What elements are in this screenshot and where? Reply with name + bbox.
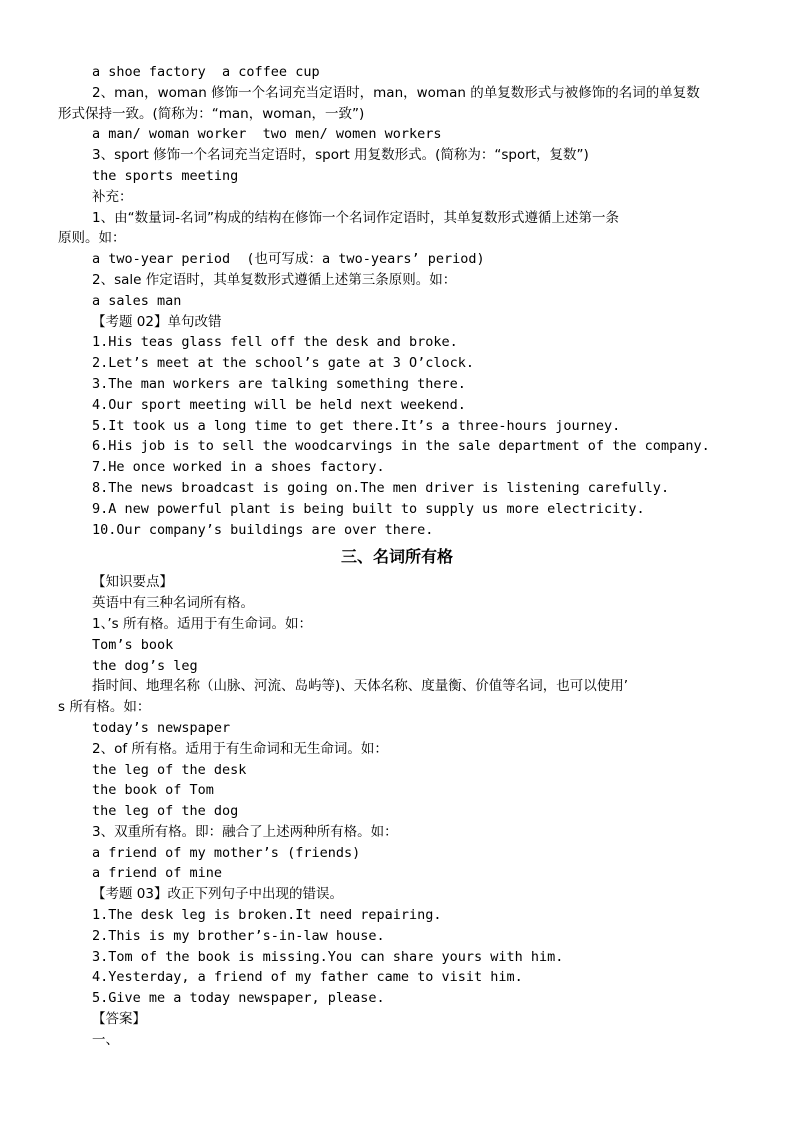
answer-label: 【答案】 [92,1011,146,1028]
exam-03-list [0,905,794,1009]
supplement-rule-2: 2、sale 作定语时，其单复数形式遵循上述第三条原则。如： [92,271,457,288]
exam-item: 7.He once worked in a shoes factory. [92,459,385,476]
rule-line: 1、’s 所有格。适用于有生命词。如： [92,615,312,632]
example-line: the dog’s leg [92,657,198,674]
text-line: a shoe factory a coffee cup [92,64,320,80]
exam-02-list [0,332,794,540]
exam-item: 4.Our sport meeting will be held next weekend. [92,396,466,413]
exam-item: 2.Let’s meet at the school’s gate at 3 O’clock. [92,355,475,372]
document-page [0,62,794,1051]
text-line: 英语中有三种名词所有格。 [92,595,254,612]
supplement-label: 补充： [92,188,133,205]
exam-item: 2.This is my brother’s-in-law house. [92,927,385,944]
example-line: the leg of the desk [92,761,247,778]
example-line: a friend of mine [92,865,223,882]
exam-item: 8.The news broadcast is going on.The men driver is listening carefully. [92,479,670,496]
exam-item: 9.A new powerful plant is being built to supply us more electricity. [92,500,645,517]
answer-section-1: 一、 [92,1031,119,1048]
example-line: a friend of my mother’s (friends) [92,844,361,861]
example-line: a man/ woman worker two men/ women workers [92,126,442,143]
example-line: today’s newspaper [92,719,231,736]
rule-2-line: 2、man，woman 修饰一个名词充当定语时，man，woman 的单复数形式与被修饰的名词的单复数 [92,84,700,101]
example-line: a sales man [92,292,182,309]
exam-item: 10.Our company’s buildings are over there. [92,521,434,538]
exam-item: 1.The desk leg is broken.It need repairing. [92,907,442,924]
exam-item: 6.His job is to sell the woodcarvings in the sale department of the company. [92,438,710,455]
example-line: the leg of the dog [92,803,239,820]
example-line: a two-year period (也可写成：a two-years’ period) [92,251,485,268]
rule-3-line: 3、sport 修饰一个名词充当定语时，sport 用复数形式。(简称为：“sport，复数”) [92,147,589,164]
rule-line: 指时间、地理名称（山脉、河流、岛屿等)、天体名称、度量衡、价值等名词，也可以使用’ [92,678,629,695]
exam-item: 3.Tom of the book is missing.You can share yours with him. [92,948,564,965]
exam-item: 5.It took us a long time to get there.It’s a three-hours journey. [92,417,621,434]
rule-line: 3、双重所有格。即：融合了上述两种所有格。如： [92,823,398,840]
exam-question-02-title: 【考题 02】单句改错 [92,313,222,330]
supplement-rule-1: 1、由“数量词-名词”构成的结构在修饰一个名词作定语时，其单复数形式遵循上述第一条 [92,209,619,226]
exam-question-03-title: 【考题 03】改正下列句子中出现的错误。 [92,886,343,903]
example-line: the sports meeting [92,167,239,184]
knowledge-points-label: 【知识要点】 [92,574,173,591]
example-line: Tom’s book [92,636,174,653]
exam-item: 5.Give me a today newspaper, please. [92,990,385,1007]
rule-line: 2、of 所有格。适用于有生命词和无生命词。如： [92,740,388,757]
example-line: the book of Tom [92,782,214,799]
exam-item: 3.The man workers are talking something there. [92,375,466,392]
rule-continuation: s 所有格。如： [58,699,151,716]
exam-item: 4.Yesterday, a friend of my father came to visit him. [92,969,523,986]
supplement-rule-1-continuation: 原则。如： [58,230,126,247]
exam-item: 1.His teas glass fell off the desk and broke. [92,334,458,351]
section-heading: 三、名词所有格 [340,547,453,567]
rule-2-continuation: 形式保持一致。(简称为：“man，woman，一致”) [58,105,365,122]
